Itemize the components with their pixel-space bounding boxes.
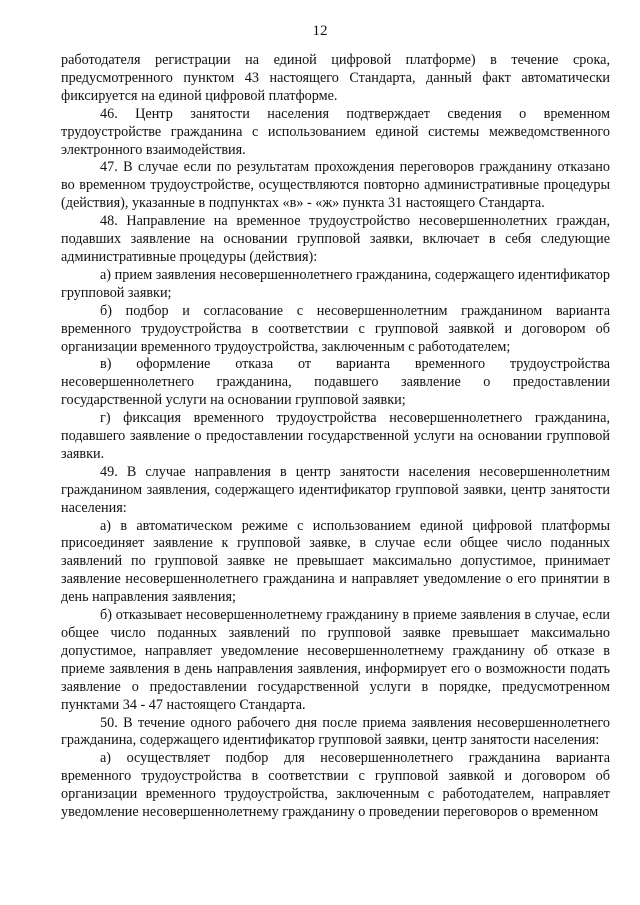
paragraph-49: 49. В случае направления в центр занятости населения несовершеннолетним гражданином заявления, содержащего идентификатор групповой заявки, центр занятости населения: <box>61 463 610 516</box>
paragraph-48: 48. Направление на временное трудоустройство несовершеннолетних граждан, подавших заявление на основании групповой заявки, включает в себя следующие административные процедуры (действия): <box>61 213 610 265</box>
paragraph-47: 47. В случае если по результатам прохождения переговоров гражданину отказано во временном трудоустройстве, осуществляются повторно административные процедуры (действия), указанные в подпунктах «в» - «ж» пункта 31 настоящего Стандарта. <box>61 159 610 212</box>
paragraph-48-v: в) оформление отказа от варианта временного трудоустройства несовершеннолетнего гражданина, подавшего заявление о предоставлении государственной услуги на основании групповой заявки; <box>61 356 610 409</box>
paragraph-50: 50. В течение одного рабочего дня после приема заявления несовершеннолетнего гражданина, содержащего идентификатор групповой заявки, центр занятости населения: <box>61 714 610 749</box>
paragraph-50-a: а) осуществляет подбор для несовершеннолетнего гражданина варианта временного трудоустройства в соответствии с групповой заявкой и договором об организации временного трудоустройства, заключенным с работодателем, направляет уведомление несовершеннолетнему гражданину о проведении переговоров о временном <box>61 750 610 821</box>
paragraph-48-a: а) прием заявления несовершеннолетнего гражданина, содержащего идентификатор групповой заявки; <box>61 266 610 301</box>
paragraph-49-a: а) в автоматическом режиме с использованием единой цифровой платформы присоединяет заявление к групповой заявке, в случае если общее число поданных заявлений по групповой заявке не превышает максимально допустимое, принимает заявление несовершеннолетнего гражданина и направляет уведомление о его принятии в день направления заявления; <box>61 517 610 606</box>
paragraph-49-b: б) отказывает несовершеннолетнему гражданину в приеме заявления в случае, если общее число поданных заявлений по групповой заявке превышает максимально допустимое, направляет уведомление несовершеннолетнему гражданину об отказе в приеме заявления в день направления заявления, информирует его о возможности подать заявление о предоставлении государственной услуги в порядке, предусмотренном пунктами 34 - 47 настоящего Стандарта. <box>61 607 610 713</box>
paragraph-46: 46. Центр занятости населения подтверждает сведения о временном трудоустройстве гражданина с использованием единой системы межведомственного электронного взаимодействия. <box>61 105 610 158</box>
document-body <box>61 52 610 822</box>
paragraph-48-b: б) подбор и согласование с несовершеннолетним гражданином варианта временного трудоустройства в соответствии с групповой заявкой и договором об организации временного трудоустройства, заключенным с работодателем; <box>61 302 610 355</box>
paragraph-48-g: г) фиксация временного трудоустройства несовершеннолетнего гражданина, подавшего заявление о предоставлении государственной услуги на основании групповой заявки. <box>61 410 610 462</box>
paragraph-continuation: работодателя регистрации на единой цифровой платформе) в течение срока, предусмотренного пунктом 43 настоящего Стандарта, данный факт автоматически фиксируется на единой цифровой платформе. <box>61 52 610 104</box>
page-number: 12 <box>312 23 328 39</box>
